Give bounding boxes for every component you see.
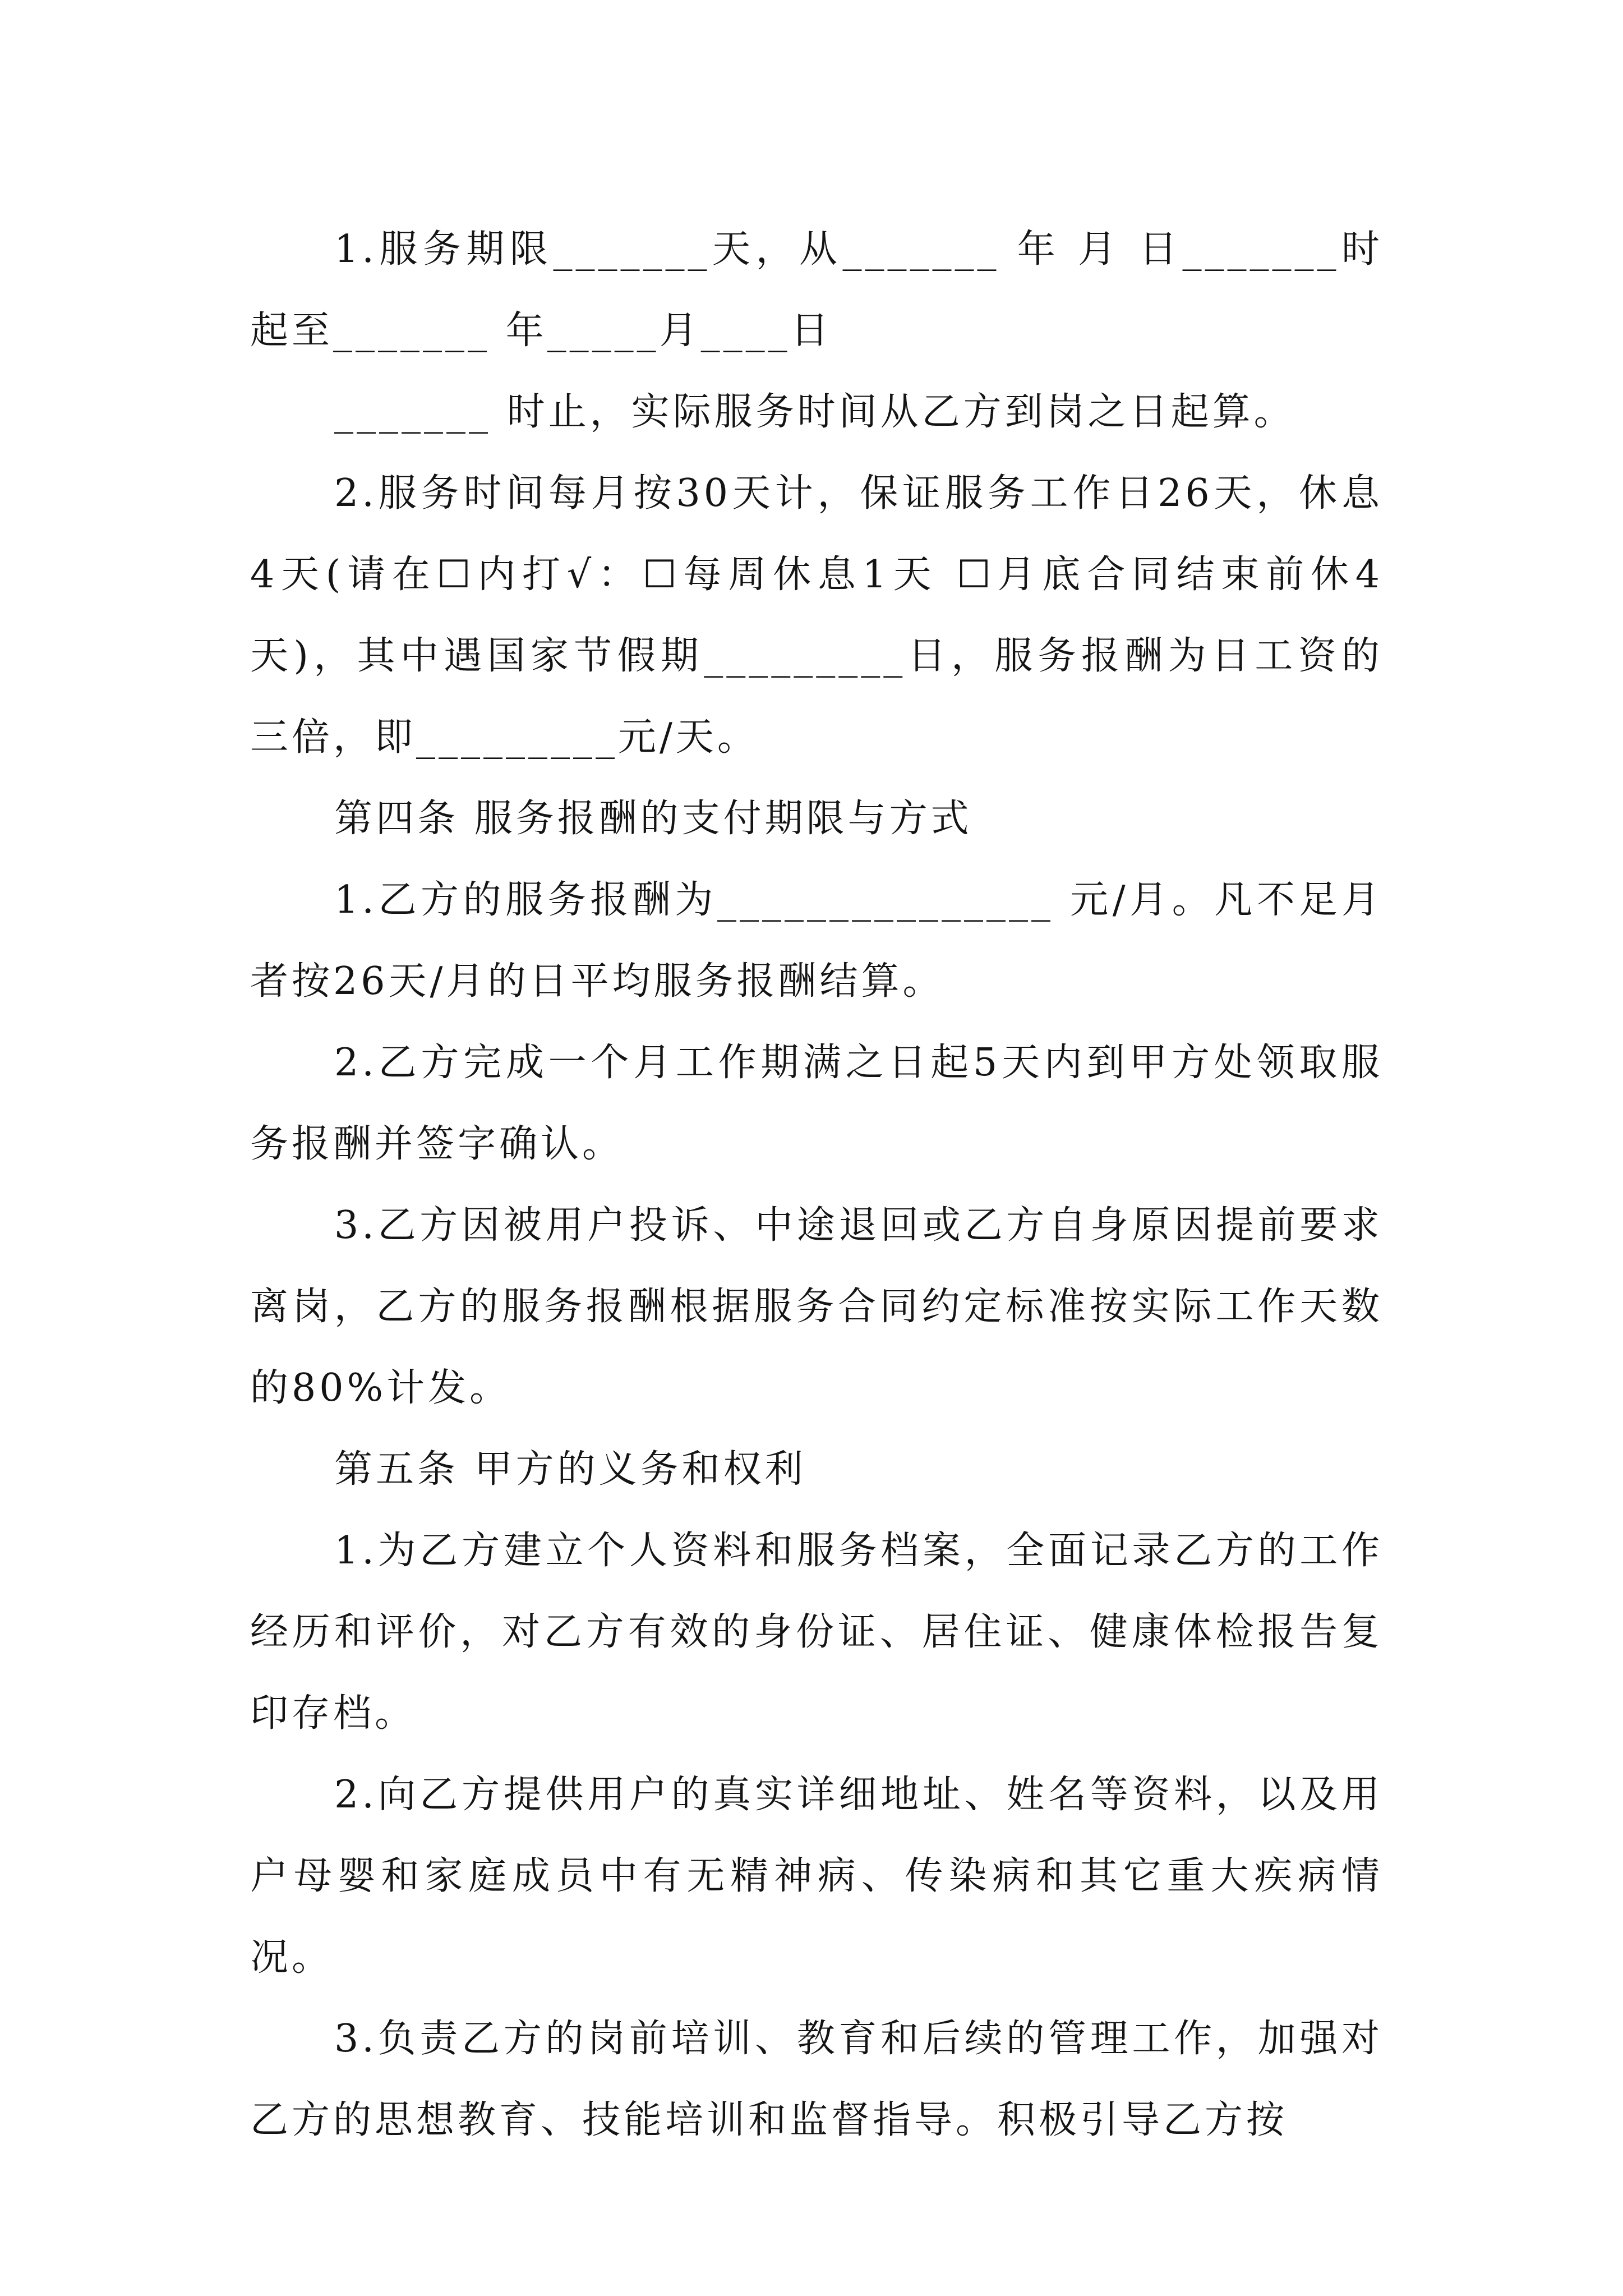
paragraph-service-term: 1.服务期限_______天，从_______ 年 月 日_______时起至_______ 年_____月____日	[250, 227, 1383, 353]
paragraph-archive: 1.为乙方建立个人资料和服务档案，全面记录乙方的工作经历和评价，对乙方有效的身份证、居住证、健康体检报告复印存档。	[250, 1529, 1383, 1736]
paragraph-service-term-end: _______ 时止，实际服务时间从乙方到岗之日起算。	[334, 390, 1295, 434]
paragraph-payment-collection: 2.乙方完成一个月工作期满之日起5天内到甲方处领取服务报酬并签字确认。	[250, 1041, 1383, 1166]
paragraph-remuneration: 1.乙方的服务报酬为_______________ 元/月。凡不足月者按26天/月的日平均服务报酬结算。	[250, 878, 1383, 1004]
section-heading-article-5: 第五条 甲方的义务和权利	[334, 1447, 806, 1492]
paragraph-early-leave: 3.乙方因被用户投诉、中途退回或乙方自身原因提前要求离岗，乙方的服务报酬根据服务合同约定标准按实际工作天数的80%计发。	[250, 1203, 1383, 1410]
section-heading-article-4: 第四条 服务报酬的支付期限与方式	[334, 797, 972, 841]
paragraph-training: 3.负责乙方的岗前培训、教育和后续的管理工作，加强对乙方的思想教育、技能培训和监督指导。积极引导乙方按	[250, 2017, 1383, 2142]
paragraph-service-time: 2.服务时间每月按30天计，保证服务工作日26天，休息4天(请在☐内打√：☐每周休息1天 ☐月底合同结束前休4天)，其中遇国家节假期_________日，服务报酬为日工资的三倍，即_________元/天。	[250, 471, 1383, 760]
document-body	[250, 209, 1383, 2161]
paragraph-user-info: 2.向乙方提供用户的真实详细地址、姓名等资料，以及用户母婴和家庭成员中有无精神病、传染病和其它重大疾病情况。	[250, 1773, 1383, 1980]
